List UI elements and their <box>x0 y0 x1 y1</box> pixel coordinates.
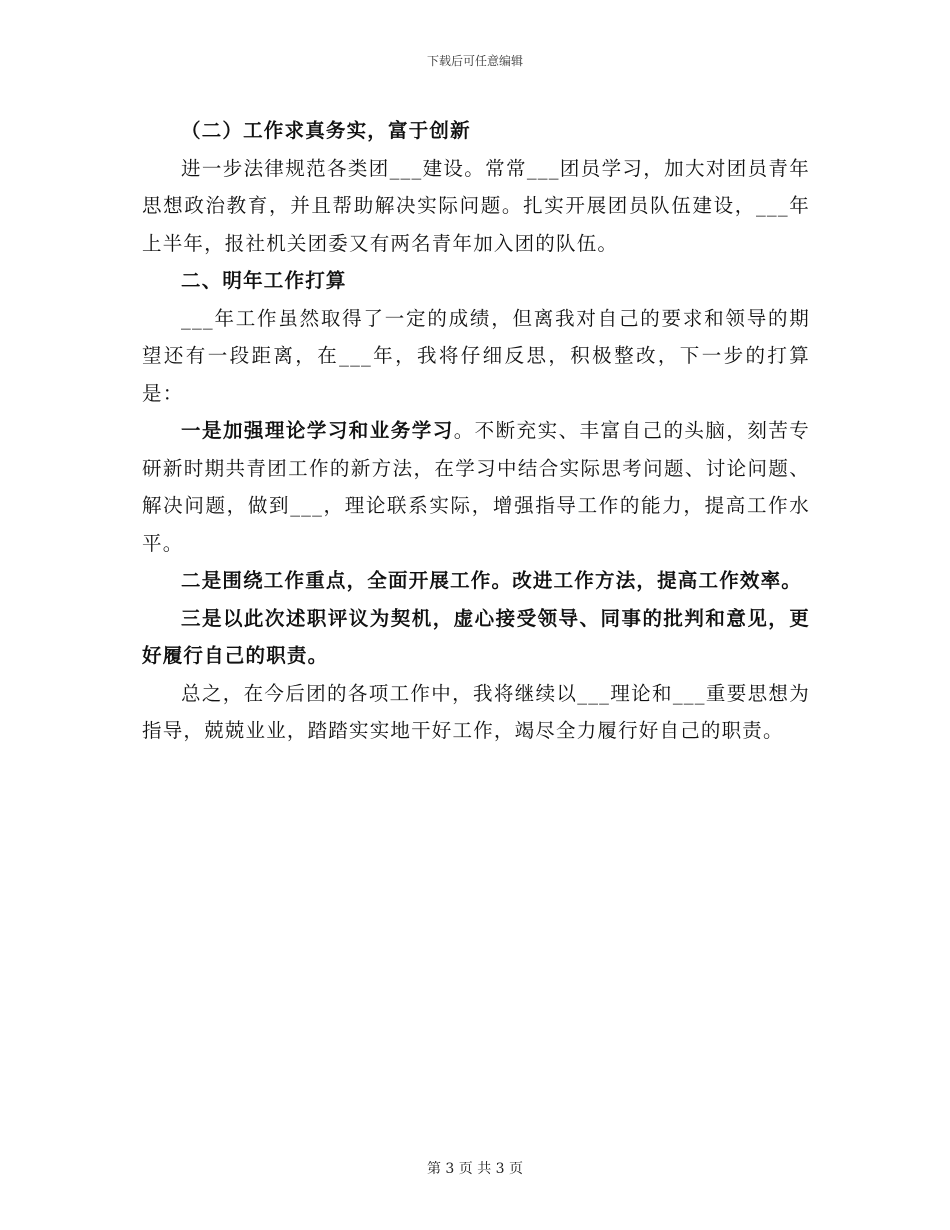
plan-item-1 <box>142 412 810 562</box>
sub-heading: （二）工作求真务实，富于创新 <box>181 119 471 142</box>
plan-item-2: 二是围绕工作重点，全面开展工作。改进工作方法，提高工作效率。 <box>181 569 803 592</box>
document-body <box>142 112 810 750</box>
page-header: 下载后可任意编辑 <box>426 54 523 68</box>
paragraph: 进一步法律规范各类团___建设。常常___团员学习，加大对团员青年思想政治教育，并且帮助解决实际问题。扎实开展团员队伍建设，___年上半年，报社机关团委又有两名青年加入团的队伍。 <box>142 156 810 255</box>
plan-item-1-body: 。不断充实、丰富自己的头脑，刻苦专研新时期共青团工作的新方法，在学习中结合实际思考问题、讨论问题、解决问题，做到___，理论联系实际，增强指导工作的能力，提高工作水平。 <box>142 419 810 555</box>
plan-item-3: 三是以此次述职评议为契机，虚心接受领导、同事的批判和意见，更好履行自己的职责。 <box>142 606 810 667</box>
page-number: 第 3 页 共 3 页 <box>426 1161 524 1177</box>
plan-item-1-title: 一是加强理论学习和业务学习 <box>181 419 454 442</box>
section-heading: 二、明年工作打算 <box>181 269 347 292</box>
paragraph-conclusion: 总之，在今后团的各项工作中，我将继续以___理论和___重要思想为指导，兢兢业业，踏踏实实地干好工作，竭尽全力履行好自己的职责。 <box>142 681 810 742</box>
paragraph: ___年工作虽然取得了一定的成绩，但离我对自己的要求和领导的期望还有一段距离，在___年，我将仔细反思，积极整改，下一步的打算是： <box>142 306 810 405</box>
